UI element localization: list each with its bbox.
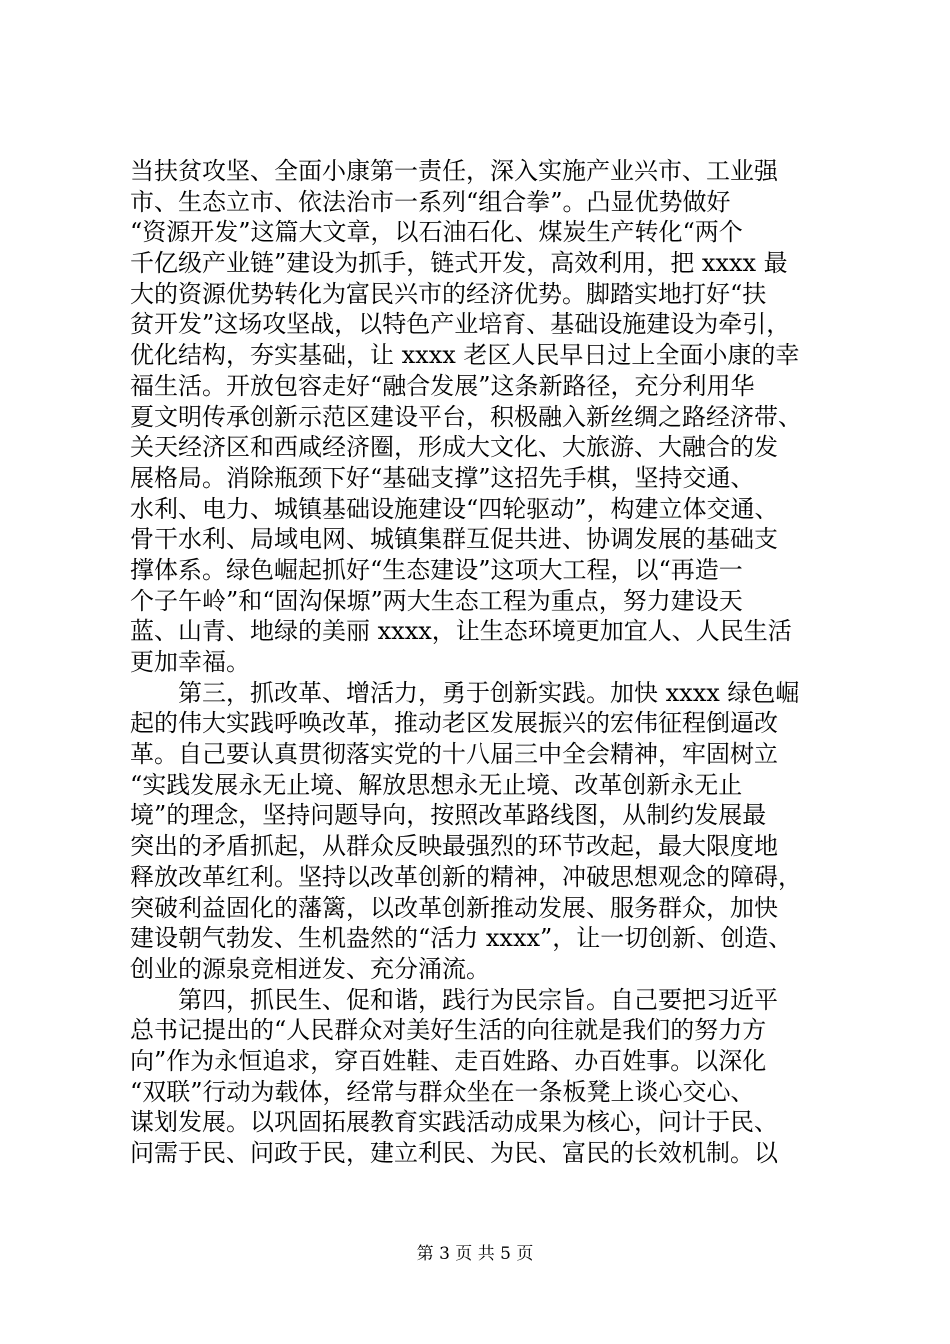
text-line: 贫开发”这场攻坚战，以特色产业培育、基础设施建设为牵引， [130,310,791,339]
text-line: 问需于民、问政于民，建立利民、为民、富民的长效机制。以 [130,1139,778,1167]
text-line: 展格局。消除瓶颈下好“基础支撑”这招先手棋，坚持交通、 [130,463,755,492]
body-text [130,156,830,1169]
text-line: 当扶贫攻坚、全面小康第一责任，深入实施产业兴市、工业强 [130,157,778,185]
text-line: “双联”行动为载体，经常与群众坐在一条板凳上谈心交心、 [130,1077,755,1106]
text-line: “资源开发”这篇大文章，以石油石化、煤炭生产转化“两个 [130,218,743,247]
text-line: 更加幸福。 [130,648,250,676]
text-line: 夏文明传承创新示范区建设平台，积极融入新丝绸之路经济带、 [130,402,802,431]
text-line: 撑体系。绿色崛起抓好“生态建设”这项大工程，以“再造一 [130,555,743,584]
text-line: 突破利益固化的藩篱，以改革创新推动发展、服务群众，加快 [130,893,778,922]
text-line: 谋划发展。以巩固拓展教育实践活动成果为核心，问计于民、 [130,1108,778,1137]
text-line: 起的伟大实践呼唤改革，推动老区发展振兴的宏伟征程倒逼改 [130,709,778,738]
text-line: 福生活。开放包容走好“融合发展”这条新路径，充分利用华 [130,371,755,400]
text-line: “实践发展永无止境、解放思想永无止境、改革创新永无止 [130,770,743,799]
text-line: 第四，抓民生、促和谐，践行为民宗旨。自己要把习近平 [130,985,778,1014]
text-line: 个子午岭”和“固沟保塬”两大生态工程为重点，努力建设天 [130,586,743,615]
text-line: 创业的源泉竞相迸发、充分涌流。 [130,954,490,983]
page-footer: 第 3 页 共 5 页 [416,1244,534,1264]
text-line: 优化结构，夯实基础，让 xxxx 老区人民早日过上全面小康的幸 [130,341,800,370]
text-line: 向”作为永恒追求，穿百姓鞋、走百姓路、办百姓事。以深化 [130,1046,767,1075]
text-line: 骨干水利、局域电网、城镇集群互促共进、协调发展的基础支 [130,525,778,554]
text-line: 蓝、山青、地绿的美丽 xxxx，让生态环境更加宜人、人民生活 [130,617,792,646]
text-line: 千亿级产业链”建设为抓手，链式开发，高效利用，把 xxxx 最 [130,249,788,278]
text-line: 总书记提出的“人民群众对美好生活的向往就是我们的努力方 [130,1016,767,1045]
text-line: 突出的矛盾抓起，从群众反映最强烈的环节改起，最大限度地 [130,832,778,861]
text-line: 水利、电力、城镇基础设施建设“四轮驱动”，构建立体交通、 [130,494,779,523]
text-line: 第三，抓改革、增活力，勇于创新实践。加快 xxxx 绿色崛 [130,678,800,707]
text-line: 建设朝气勃发、生机盎然的“活力 xxxx”，让一切创新、创造、 [130,924,793,953]
text-line: 释放改革红利。坚持以改革创新的精神，冲破思想观念的障碍， [130,862,802,891]
text-line: 境”的理念，坚持问题导向，按照改革路线图，从制约发展最 [130,801,767,830]
text-line: 市、生态立市、依法治市一系列“组合拳”。凸显优势做好 [130,187,731,216]
text-line: 革。自己要认真贯彻落实党的十八届三中全会精神，牢固树立 [130,740,778,769]
text-line: 大的资源优势转化为富民兴市的经济优势。脚踏实地打好“扶 [130,279,767,308]
text-line: 关天经济区和西咸经济圈，形成大文化、大旅游、大融合的发 [130,433,778,462]
